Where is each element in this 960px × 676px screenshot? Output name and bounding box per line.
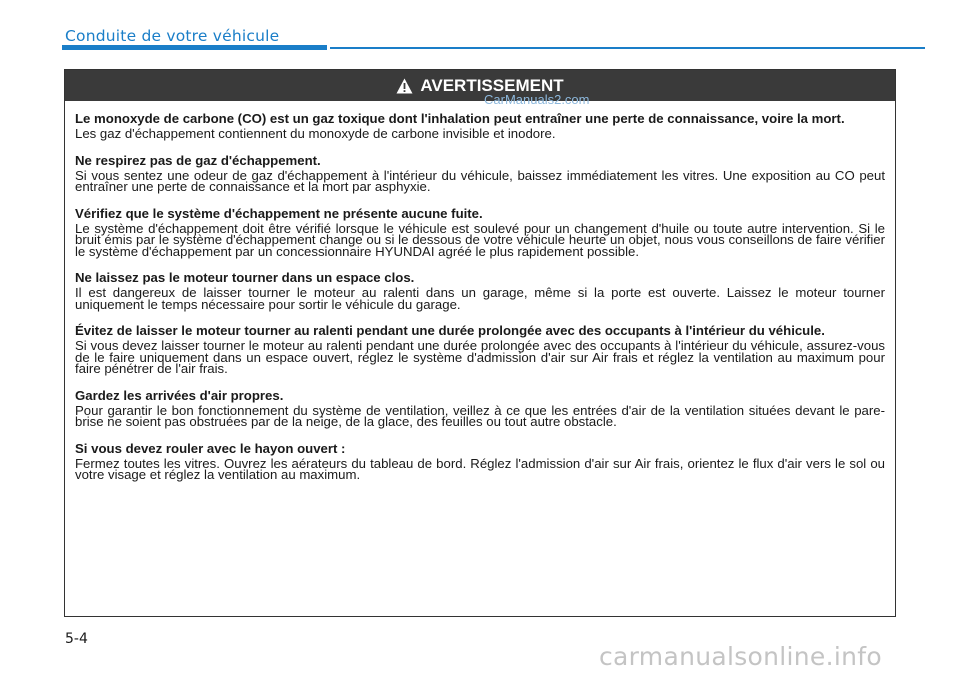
warning-item [75,152,885,194]
warning-item-heading: Vérifiez que le système d'échappement ne présente aucune fuite. [75,205,483,221]
warning-triangle-icon [396,78,413,94]
section-rule-thick [62,45,327,50]
warning-title: AVERTISSEMENT [420,75,564,95]
warning-item-heading: Ne laissez pas le moteur tourner dans un espace clos. [75,270,415,285]
warning-item-heading: Si vous devez rouler avec le hayon ouvert : [75,440,346,456]
warning-item-heading: Gardez les arrivées d'air propres. [75,387,284,403]
warning-item [75,113,885,140]
warning-item-text: Fermez toutes les vitres. Ouvrez les aérateurs du tableau de bord. Réglez l'admission d'air sur Air frais, orientez le flux d'air vers le sol ou votre visage et réglez la ventilation au maximum. [75,455,885,482]
warning-item-text: Si vous sentez une odeur de gaz d'échappement à l'intérieur du véhicule, baissez immédiatement les vitres. Une exposition au CO peut entraîner une perte de connaissance et la mort par asphyxie. [75,167,885,194]
section-title: Conduite de votre véhicule [65,27,280,45]
page-number: 5-4 [65,631,88,647]
warning-item [75,325,885,375]
warning-item-heading: Ne respirez pas de gaz d'échappement. [75,152,321,168]
warning-item [75,272,885,310]
watermark-top: CarManuals2.com [484,92,590,107]
warning-item [75,205,885,259]
warning-header [65,70,895,101]
warning-item-text: Le système d'échappement doit être vérifié lorsque le véhicule est soulevé pour un changement d'huile ou toute autre intervention. Si le bruit émis par le système d'échappement change ou si le dessous de votre véhicule heurte un objet, nous vous conseillons de faire vérifier le système d'échappement par un concessionnaire HYUNDAI agréé le plus rapidement possible. [75,220,885,259]
warning-item [75,440,885,482]
warning-item-heading: Le monoxyde de carbone (CO) est un gaz toxique dont l'inhalation peut entraîner une perte de connaissance, voire la mort. [75,111,845,126]
warning-box [64,69,896,617]
warning-item-text: Il est dangereux de laisser tourner le moteur au ralenti dans un garage, même si la porte est ouverte. Laissez le moteur tourner uniquement le temps nécessaire pour sortir le véhicule du garage. [75,285,885,312]
warning-item-text: Si vous devez laisser tourner le moteur au ralenti pendant une durée prolongée avec des occupants à l'intérieur du véhicule, assurez-vous de le faire uniquement dans un espace ouvert, réglez le système d'admission d'air sur Air frais et réglez la ventilation au maximum pour faire pénétrer de l'air frais. [75,338,885,376]
warning-item-heading: Évitez de laisser le moteur tourner au ralenti pendant une durée prolongée avec des occupants à l'intérieur du véhicule. [75,323,825,338]
warning-body [65,101,895,481]
warning-item [75,387,885,429]
section-rule-thin [330,47,925,49]
watermark-bottom: carmanualsonline.info [599,642,882,671]
warning-item-text: Les gaz d'échappement contiennent du monoxyde de carbone invisible et inodore. [75,126,556,141]
warning-item-text: Pour garantir le bon fonctionnement du système de ventilation, veillez à ce que les entrées d'air de la ventilation situées devant le pare-brise ne soient pas obstruées par de la neige, de la glace, des feuilles ou tout autre obstacle. [75,402,885,429]
